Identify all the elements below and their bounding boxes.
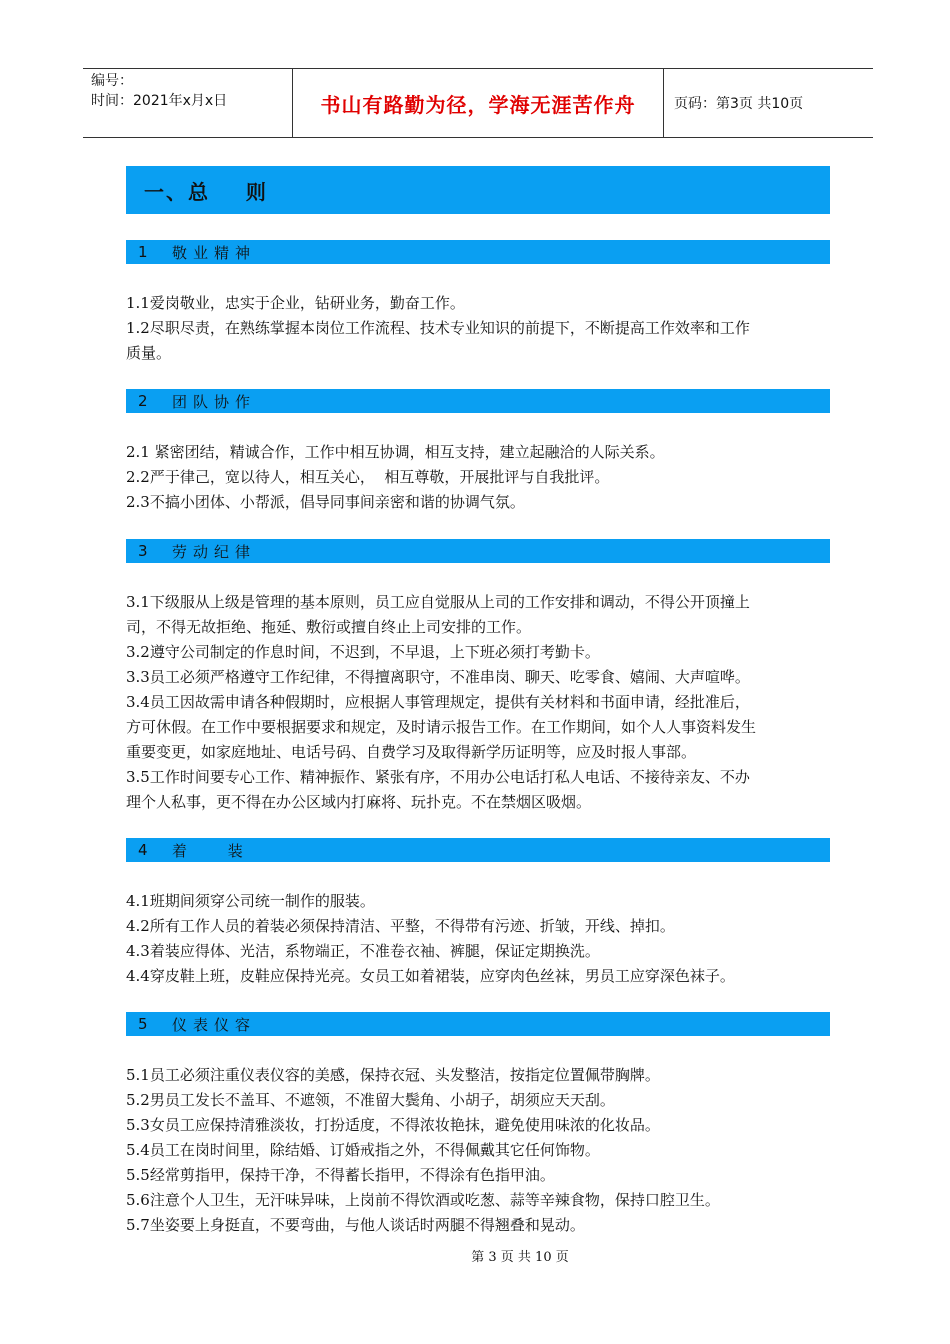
section-body-3 xyxy=(126,590,836,815)
page-header xyxy=(83,68,873,138)
section-number: 1 xyxy=(138,243,148,261)
chapter-banner xyxy=(126,166,830,214)
section-body-1 xyxy=(126,291,836,366)
section-bar-2 xyxy=(126,389,830,413)
header-time: 时间：2021年x月x日 xyxy=(91,93,228,109)
paragraph-line: 1.2尽职尽责，在熟练掌握本岗位工作流程、技术专业知识的前提下，不断提高工作效率和工作 xyxy=(126,319,750,337)
paragraph-line: 2.1 紧密团结，精诚合作，工作中相互协调，相互支持，建立起融洽的人际关系。 xyxy=(126,443,665,461)
paragraph-line: 5.3女员工应保持清雅淡妆，打扮适度，不得浓妆艳抹，避免使用味浓的化妆品。 xyxy=(126,1116,660,1134)
section-title: 敬业精神 xyxy=(172,243,257,262)
section-number: 5 xyxy=(138,1015,148,1033)
paragraph-line: 理个人私事，更不得在办公区域内打麻将、玩扑克。不在禁烟区吸烟。 xyxy=(126,793,592,811)
section-number: 4 xyxy=(138,841,148,859)
paragraph-line: 5.6注意个人卫生，无汗味异味，上岗前不得饮酒或吃葱、蒜等辛辣食物，保持口腔卫生。 xyxy=(126,1191,720,1209)
section-title: 团队协作 xyxy=(172,392,257,411)
section-number: 2 xyxy=(138,392,148,410)
section-title: 劳动纪律 xyxy=(172,542,257,561)
paragraph-line: 5.1员工必须注重仪表仪容的美感，保持衣冠、头发整洁，按指定位置佩带胸牌。 xyxy=(126,1066,660,1084)
section-body-5 xyxy=(126,1063,836,1238)
header-page-text: 第3页 共10页 xyxy=(716,96,804,112)
paragraph-line: 1.1爱岗敬业，忠实于企业，钻研业务，勤奋工作。 xyxy=(126,294,465,312)
header-number: 编号： xyxy=(91,73,133,89)
paragraph-line: 重要变更，如家庭地址、电话号码、自费学习及取得新学历证明等，应及时报人事部。 xyxy=(126,743,697,761)
paragraph-line: 4.3着装应得体、光洁，系物端正，不准卷衣袖、裤腿，保证定期换洗。 xyxy=(126,942,600,960)
paragraph-line: 3.4员工因故需申请各种假期时，应根据人事管理规定，提供有关材料和书面申请，经批准后， xyxy=(126,693,750,711)
paragraph-line: 3.3员工必须严格遵守工作纪律，不得擅离职守，不准串岗、聊天、吃零食、嬉闹、大声喧哗。 xyxy=(126,668,750,686)
paragraph-line: 方可休假。在工作中要根据要求和规定，及时请示报告工作。在工作期间，如个人人事资料发生 xyxy=(126,718,757,736)
paragraph-line: 5.5经常剪指甲，保持干净，不得蓄长指甲，不得涂有色指甲油。 xyxy=(126,1166,555,1184)
header-motto: 书山有路勤为径，学海无涯苦作舟 xyxy=(293,69,664,137)
page-footer: 第 3 页 共 10 页 xyxy=(471,1250,569,1265)
header-page-info xyxy=(664,69,873,137)
paragraph-line: 2.2严于律己，宽以待人，相互关心， 相互尊敬，开展批评与自我批评。 xyxy=(126,468,610,486)
section-title: 着 装 xyxy=(172,841,261,860)
header-meta xyxy=(83,69,293,137)
paragraph-line: 3.1下级服从上级是管理的基本原则，员工应自觉服从上司的工作安排和调动，不得公开顶撞上 xyxy=(126,593,750,611)
paragraph-line: 3.2遵守公司制定的作息时间，不迟到，不早退，上下班必须打考勤卡。 xyxy=(126,643,600,661)
section-bar-5 xyxy=(126,1012,830,1036)
paragraph-line: 5.7坐姿要上身挺直，不要弯曲，与他人谈话时两腿不得翘叠和晃动。 xyxy=(126,1216,585,1234)
paragraph-line: 4.4穿皮鞋上班，皮鞋应保持光亮。女员工如着裙装，应穿肉色丝袜，男员工应穿深色袜子。 xyxy=(126,967,735,985)
section-bar-3 xyxy=(126,539,830,563)
section-bar-1 xyxy=(126,240,830,264)
chapter-title: 一、总 则 xyxy=(144,179,268,204)
section-number: 3 xyxy=(138,542,148,560)
paragraph-line: 司，不得无故拒绝、拖延、敷衍或擅自终止上司安排的工作。 xyxy=(126,618,532,636)
paragraph-line: 质量。 xyxy=(126,344,172,362)
paragraph-line: 4.1班期间须穿公司统一制作的服装。 xyxy=(126,892,375,910)
header-page-prefix: 页码： xyxy=(674,96,716,112)
paragraph-line: 4.2所有工作人员的着装必须保持清洁、平整，不得带有污迹、折皱，开线、掉扣。 xyxy=(126,917,675,935)
section-title: 仪表仪容 xyxy=(172,1015,257,1034)
paragraph-line: 5.4员工在岗时间里，除结婚、订婚戒指之外，不得佩戴其它任何饰物。 xyxy=(126,1141,600,1159)
section-body-2 xyxy=(126,440,836,515)
paragraph-line: 5.2男员工发长不盖耳、不遮领，不准留大鬓角、小胡子，胡须应天天刮。 xyxy=(126,1091,615,1109)
paragraph-line: 2.3不搞小团体、小帮派，倡导同事间亲密和谐的协调气氛。 xyxy=(126,493,525,511)
section-body-4 xyxy=(126,889,836,989)
paragraph-line: 3.5工作时间要专心工作、精神振作、紧张有序，不用办公电话打私人电话、不接待亲友、不办 xyxy=(126,768,750,786)
section-bar-4 xyxy=(126,838,830,862)
